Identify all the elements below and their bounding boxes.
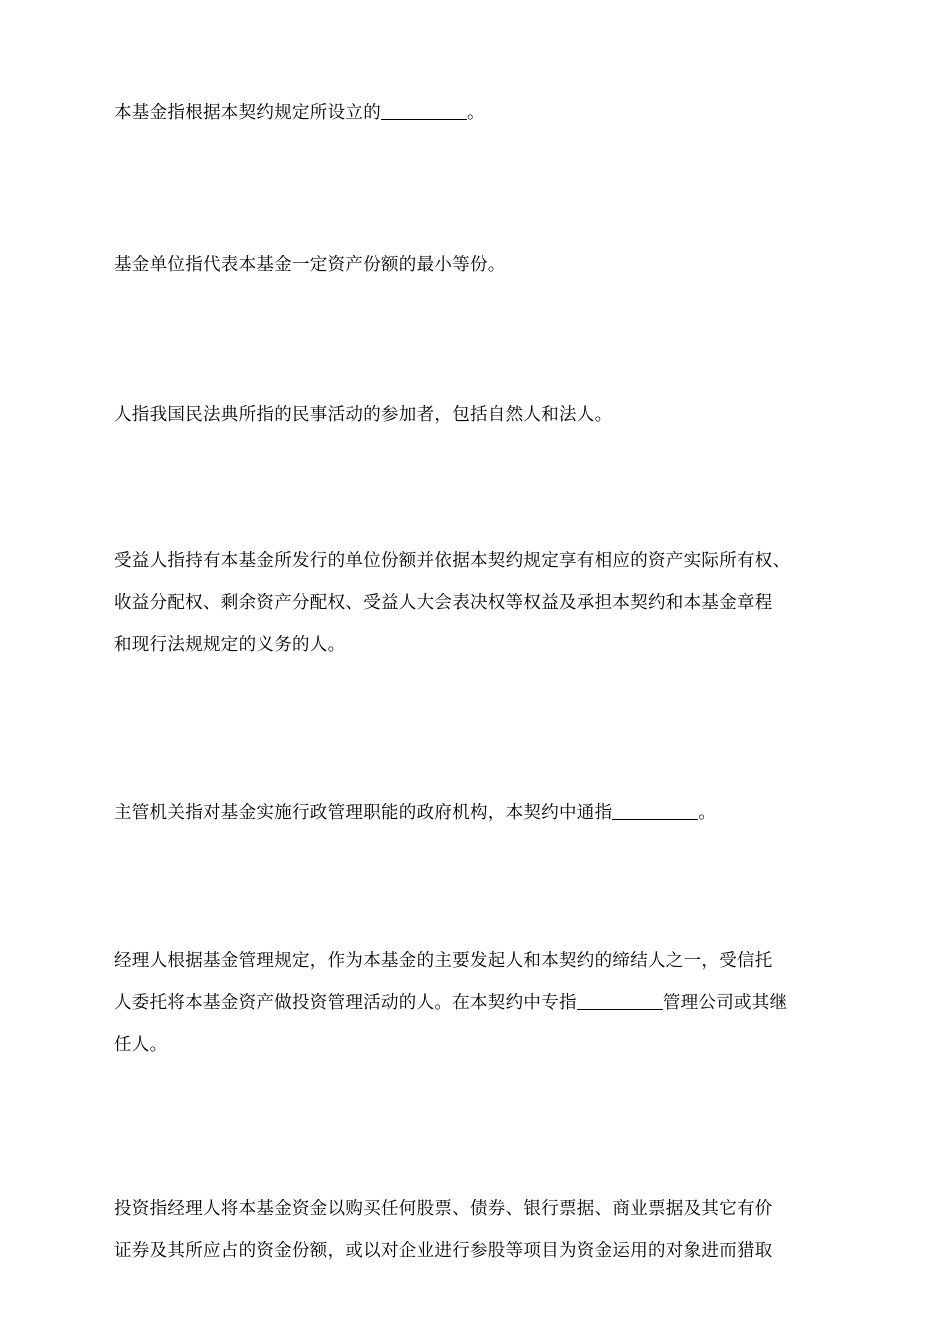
- text-segment: 证券及其所应占的资金份额，或以对企业进行参股等项目为资金运用的对象进而猎取: [114, 1241, 773, 1261]
- text-segment: 。: [698, 803, 717, 823]
- text-line: [114, 1230, 854, 1272]
- text-line: [114, 92, 854, 134]
- text-line: [114, 1188, 854, 1230]
- text-segment: 人委托将本基金资产做投资管理活动的人。在本契约中专指: [114, 993, 577, 1013]
- fill-in-blank: [381, 102, 467, 121]
- text-line: [114, 982, 854, 1024]
- text-line: [114, 1024, 854, 1066]
- text-segment: 。: [467, 103, 485, 123]
- text-line: [114, 540, 854, 582]
- text-segment: 管理公司或其继: [662, 993, 788, 1013]
- paragraph-investment: [114, 1188, 854, 1272]
- paragraph-fund-unit: [114, 244, 854, 286]
- text-line: [114, 582, 854, 624]
- text-segment: 主管机关指对基金实施行政管理职能的政府机构，本契约中通指: [114, 803, 613, 823]
- fill-in-blank: [612, 802, 698, 821]
- text-line: [114, 394, 854, 436]
- text-line: [114, 624, 854, 666]
- text-segment: 基金单位指代表本基金一定资产份额的最小等份。: [114, 255, 506, 275]
- text-segment: 人指我国民法典所指的民事活动的参加者，包括自然人和法人。: [114, 405, 613, 425]
- paragraph-authority: [114, 792, 854, 834]
- paragraph-beneficiary: [114, 540, 854, 666]
- text-segment: 任人。: [114, 1035, 168, 1055]
- text-line: [114, 940, 854, 982]
- text-segment: 受益人指持有本基金所发行的单位份额并依据本契约规定享有相应的资产实际所有权、: [114, 551, 791, 571]
- text-segment: 本基金指根据本契约规定所设立的: [114, 103, 381, 123]
- text-segment: 收益分配权、剩余资产分配权、受益人大会表决权等权益及承担本契约和本基金章程: [114, 593, 773, 613]
- paragraph-manager: [114, 940, 854, 1066]
- text-segment: 和现行法规规定的义务的人。: [114, 635, 346, 655]
- text-segment: 投资指经理人将本基金资金以购买任何股票、债券、银行票据、商业票据及其它有价: [114, 1199, 773, 1219]
- text-segment: 经理人根据基金管理规定，作为本基金的主要发起人和本契约的缔结人之一，受信托: [114, 951, 773, 971]
- paragraph-fund: [114, 92, 854, 134]
- fill-in-blank: [577, 992, 663, 1011]
- text-line: [114, 792, 854, 834]
- paragraph-person: [114, 394, 854, 436]
- text-line: [114, 244, 854, 286]
